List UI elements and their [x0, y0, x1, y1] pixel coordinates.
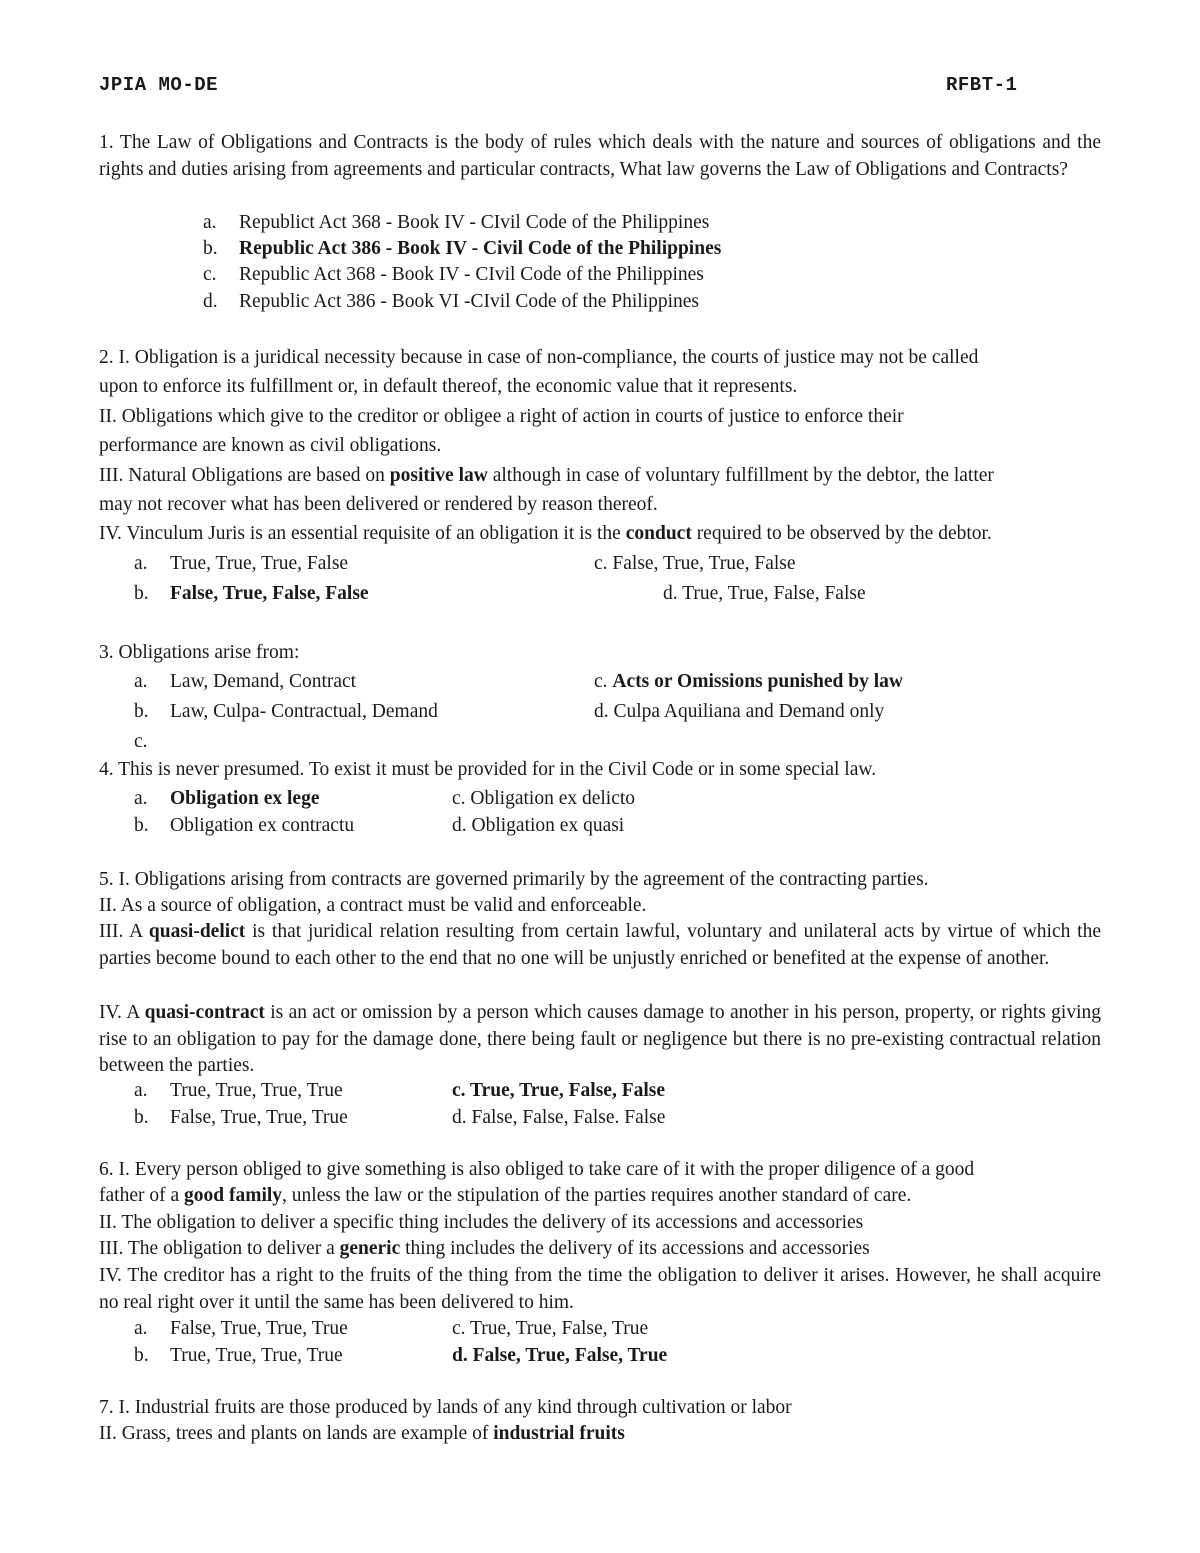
q4-option-b — [134, 813, 354, 839]
q6-option-c: c. True, True, False, True — [452, 1318, 649, 1339]
q6-statement-3 — [99, 1236, 870, 1262]
q2-statement-1-line-1: 2. I. Obligation is a juridical necessity because in case of non-compliance, the courts of justice may not be called — [99, 347, 979, 368]
option-letter: d. — [203, 291, 218, 312]
option-text: Acts or Omissions punished by law — [612, 671, 903, 692]
emphasis-text: generic — [339, 1238, 401, 1259]
option-letter: a. — [134, 671, 148, 692]
q3-stem: 3. Obligations arise from: — [99, 642, 300, 663]
q3-option-b — [134, 699, 438, 725]
q5-option-b — [134, 1105, 348, 1131]
option-letter: c. — [203, 264, 217, 285]
q1-stem: 1. The Law of Obligations and Contracts is the body of rules which deals with the nature and sources of obligations and the rights and duties arising from agreements and particular contracts, What law governs the Law of Obligations and Contracts? — [99, 132, 1101, 180]
option-text: Republic Act 386 - Book IV - Civil Code of the Philippines — [239, 238, 722, 259]
option-text: Obligation ex lege — [170, 788, 320, 809]
option-letter: a. — [134, 788, 148, 809]
option-letter: b. — [134, 701, 149, 722]
option-text: Obligation ex contractu — [170, 815, 355, 836]
option-text: Republic Act 368 - Book IV - CIvil Code of the Philippines — [239, 264, 704, 285]
q2-option-c: c. False, True, True, False — [594, 553, 796, 574]
q1-option-d — [203, 289, 699, 315]
q7-statement-1: 7. I. Industrial fruits are those produced by lands of any kind through cultivation or labor — [99, 1397, 792, 1418]
option-text: Law, Demand, Contract — [170, 671, 357, 692]
q5-statement-2: II. As a source of obligation, a contract must be valid and enforceable. — [99, 895, 647, 916]
text-run: III. The obligation to deliver a — [99, 1238, 340, 1259]
emphasis-text: quasi-contract — [144, 1002, 265, 1023]
emphasis-text: good family — [184, 1185, 283, 1206]
text-run: although in case of voluntary fulfillment by the debtor, the latter — [487, 465, 994, 486]
option-letter: b. — [134, 1345, 149, 1366]
option-letter: c. — [594, 671, 613, 692]
text-run: III. A — [99, 921, 149, 942]
emphasis-text: quasi-delict — [148, 921, 246, 942]
q2-statement-3-line-2: may not recover what has been delivered or rendered by reason thereof. — [99, 494, 658, 515]
q6-statement-4: IV. The creditor has a right to the fruits of the thing from the time the obligation to deliver it arises. However, he shall acquire no real right over it until the same has been delivered to him. — [99, 1265, 1101, 1313]
option-text: True, True, True, True — [170, 1345, 343, 1366]
q5-statement-3 — [99, 919, 1101, 972]
q3-option-a — [134, 669, 356, 695]
emphasis-text: conduct — [625, 523, 692, 544]
option-text: False, True, True, True — [170, 1107, 348, 1128]
q2-option-d: d. True, True, False, False — [663, 583, 866, 604]
q4-option-c: c. Obligation ex delicto — [452, 788, 636, 809]
q6-option-b — [134, 1343, 343, 1369]
q2-option-a — [134, 551, 348, 577]
q3-option-c — [594, 669, 903, 695]
text-run: , unless the law or the stipulation of the parties requires another standard of care. — [282, 1185, 912, 1206]
emphasis-text: industrial fruits — [493, 1423, 625, 1444]
q2-statement-2-line-2: performance are known as civil obligations. — [99, 435, 442, 456]
text-run: required to be observed by the debtor. — [691, 523, 992, 544]
option-text: Law, Culpa- Contractual, Demand — [170, 701, 438, 722]
q6-statement-2: II. The obligation to deliver a specific thing includes the delivery of its accessions and accessories — [99, 1212, 864, 1233]
option-letter: a. — [134, 553, 148, 574]
q1-option-c — [203, 262, 704, 288]
q4-option-a — [134, 786, 320, 812]
q7-statement-2 — [99, 1421, 625, 1447]
q4-stem: 4. This is never presumed. To exist it must be provided for in the Civil Code or in some special law. — [99, 759, 877, 780]
emphasis-text: positive law — [389, 465, 488, 486]
text-run: father of a — [99, 1185, 184, 1206]
q5-option-c: c. True, True, False, False — [452, 1080, 666, 1101]
q2-option-b — [134, 581, 369, 607]
option-letter: b. — [134, 1107, 149, 1128]
text-run: IV. Vinculum Juris is an essential requisite of an obligation it is the — [99, 523, 626, 544]
option-text: Republic Act 386 - Book VI -CIvil Code of the Philippines — [239, 291, 700, 312]
option-text: False, True, False, False — [170, 583, 369, 604]
q1-option-a — [203, 210, 709, 236]
option-letter: b. — [203, 238, 218, 259]
option-text: False, True, True, True — [170, 1318, 348, 1339]
q5-statement-1: 5. I. Obligations arising from contracts are governed primarily by the agreement of the contracting parties. — [99, 869, 929, 890]
q2-statement-3-line-1 — [99, 463, 994, 489]
q2-statement-1-line-2: upon to enforce its fulfillment or, in default thereof, the economic value that it represents. — [99, 376, 798, 397]
text-run: II. Grass, trees and plants on lands are example of — [99, 1423, 494, 1444]
option-letter: a. — [134, 1318, 148, 1339]
q6-statement-1-line-1: 6. I. Every person obliged to give something is also obliged to take care of it with the proper diligence of a good — [99, 1159, 975, 1180]
option-text: True, True, True, False — [170, 553, 349, 574]
q3-empty-option: c. — [134, 731, 148, 752]
text-run: is that juridical relation resulting from certain lawful, voluntary and unilateral acts by virtue of which the parties become bound to each other to the end that no one will be unjustly enriched or benefited at the expense of another. — [99, 921, 1101, 969]
text-run: is an act or omission by a person which causes damage to another in his person, property, or rights giving rise to an obligation to pay for the damage done, there being fault or negligence but there is no pre-existing contractual relation between the parties. — [99, 1002, 1101, 1076]
q5-option-a — [134, 1078, 343, 1104]
header-left: JPIA MO-DE — [99, 74, 219, 96]
q6-option-d: d. False, True, False, True — [452, 1345, 668, 1366]
q2-statement-2-line-1: II. Obligations which give to the creditor or obligee a right of action in courts of justice to enforce their — [99, 406, 904, 427]
q5-statement-4 — [99, 1000, 1101, 1080]
q4-option-d: d. Obligation ex quasi — [452, 815, 625, 836]
option-letter: a. — [203, 212, 217, 233]
header-right: RFBT-1 — [946, 74, 1018, 96]
option-letter: a. — [134, 1080, 148, 1101]
option-text: Republict Act 368 - Book IV - CIvil Code of the Philippines — [239, 212, 710, 233]
q3-option-d: d. Culpa Aquiliana and Demand only — [594, 701, 885, 722]
option-text: True, True, True, True — [170, 1080, 343, 1101]
text-run: IV. A — [99, 1002, 145, 1023]
q2-statement-4 — [99, 521, 992, 547]
q1-option-b — [203, 236, 721, 262]
option-letter: b. — [134, 583, 149, 604]
text-run: thing includes the delivery of its accessions and accessories — [400, 1238, 870, 1259]
q6-option-a — [134, 1316, 348, 1342]
option-letter: b. — [134, 815, 149, 836]
text-run: III. Natural Obligations are based on — [99, 465, 390, 486]
q6-statement-1-line-2 — [99, 1183, 911, 1209]
q5-option-d: d. False, False, False. False — [452, 1107, 666, 1128]
